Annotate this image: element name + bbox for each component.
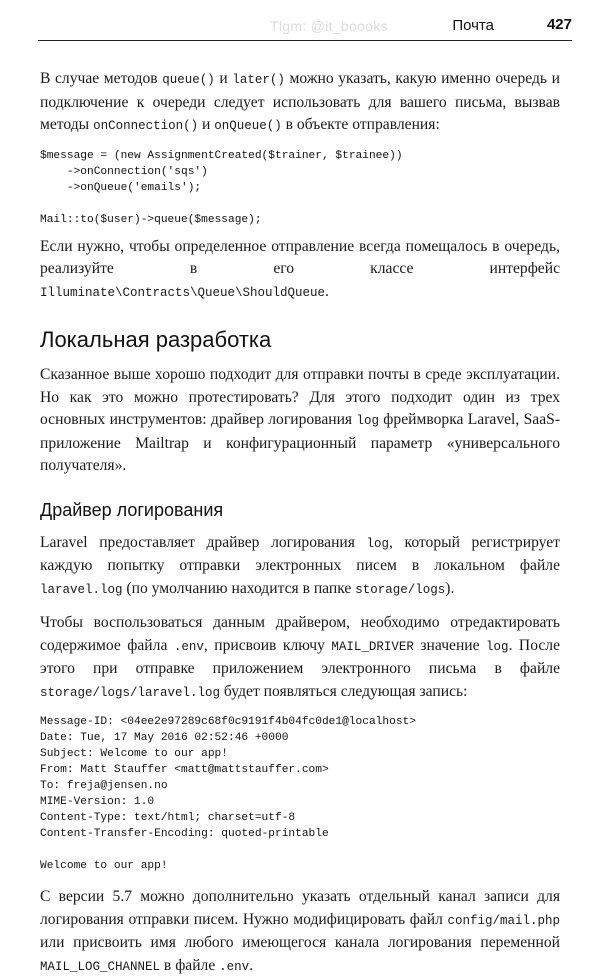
- code-line: MIME-Version: 1.0: [40, 796, 155, 808]
- inline-code: onConnection(): [93, 119, 199, 133]
- watermark-text: Tlgm: @it_boooks: [270, 18, 388, 34]
- code-line: ->onConnection('sqs'): [40, 165, 208, 178]
- text: в файле: [160, 956, 220, 974]
- inline-code: config/mail.php: [447, 913, 560, 928]
- code-line: From: Matt Stauffer <matt@mattstauffer.com>: [40, 764, 329, 776]
- code-line: ->onQueue('emails');: [40, 181, 202, 194]
- code-line: Message-ID: <04ee2e97289c68f0c9191f4b04fc0de1@localhost>: [40, 716, 416, 728]
- code-line: Mail::to($user)->queue($message);: [40, 213, 262, 226]
- paragraph-local-testing-tools: [40, 364, 560, 478]
- inline-code: .env: [173, 639, 204, 654]
- paragraph-mail-log-channel: [40, 886, 560, 978]
- inline-code: storage/logs/laravel.log: [40, 685, 221, 700]
- subsection-heading-log-driver: Драйвер логирования: [40, 499, 224, 520]
- inline-code: MAIL_LOG_CHANNEL: [40, 959, 161, 974]
- text: Если нужно, чтобы определенное отправление всегда помещалось в очередь, реализуйте в его классе интерфейс: [40, 237, 560, 277]
- code-line: Date: Tue, 17 May 2016 02:52:46 +0000: [40, 732, 289, 744]
- section-heading-local-development: Локальная разработка: [40, 327, 272, 352]
- text: , который регистрирует каждую попытку отправки электронных писем в локальном файле: [40, 533, 560, 574]
- code-line: Content-Type: text/html; charset=utf-8: [40, 812, 296, 824]
- paragraph-log-driver: [40, 532, 560, 602]
- text: Чтобы воспользоваться данным драйвером, необходимо отредактировать содержимое файла: [40, 614, 560, 654]
- code-line: To: freja@jensen.no: [40, 780, 168, 792]
- text: .: [249, 956, 254, 974]
- inline-code: log: [486, 639, 509, 654]
- paragraph-env-config: [40, 612, 560, 704]
- page-number: 427: [546, 16, 572, 33]
- text: ).: [445, 579, 455, 597]
- text: С версии 5.7 можно дополнительно указать отдельный канал записи для логирования отправки писем. Нужно модифицировать файл: [40, 888, 560, 928]
- text: значение: [413, 636, 487, 654]
- text: фреймворка Laravel, SaaS-приложение Mailtrap и конфигурационный параметр «универсального получателя».: [40, 411, 561, 474]
- code-line: Welcome to our app!: [40, 860, 168, 872]
- inline-code: queue(): [162, 73, 215, 87]
- text: Сказанное выше хорошо подходит для отправки почты в среде эксплуатации. Но как это можно протестировать? Для этого подходит один из трех основных инструментов: драйвер логирования: [40, 366, 560, 428]
- text: можно указать, какую именно очередь и подключение к очереди следует использовать для вашего письма, вызвав методы: [40, 70, 560, 133]
- running-title: Почта: [452, 17, 494, 34]
- text: (по умолчанию находится в папке: [122, 579, 356, 597]
- inline-code: .env: [219, 959, 250, 974]
- text: или присвоить имя любого имеющегося канала логирования переменной: [40, 934, 560, 951]
- text: и: [214, 70, 233, 87]
- inline-code: laravel.log: [40, 582, 123, 597]
- inline-code: log: [356, 414, 379, 428]
- code-block-queue: [40, 148, 560, 228]
- code-line: Content-Transfer-Encoding: quoted-printable: [40, 828, 329, 840]
- code-block-log-entry: [40, 714, 560, 874]
- text: . После этого при отправке приложением электронного письма в файле: [40, 636, 561, 677]
- text: и: [198, 116, 215, 133]
- page-header: [38, 14, 572, 41]
- paragraph-should-queue: [40, 236, 560, 305]
- inline-code: onQueue(): [214, 119, 282, 133]
- text: .: [325, 282, 329, 300]
- inline-code: MAIL_DRIVER: [331, 639, 414, 654]
- inline-code: log: [366, 536, 390, 551]
- text: Laravel предоставляет драйвер логирования: [40, 533, 367, 551]
- paragraph-queue-methods: [40, 68, 560, 138]
- code-line: $message = (new AssignmentCreated($trainer, $trainee)): [40, 149, 403, 162]
- page-content: [40, 68, 560, 978]
- inline-code: Illuminate\Contracts\Queue\ShouldQueue: [40, 285, 326, 300]
- code-line: Subject: Welcome to our app!: [40, 748, 228, 760]
- text: будет появляться следующая запись:: [220, 682, 468, 700]
- inline-code: later(): [232, 73, 285, 87]
- text: в объекте отправления:: [281, 116, 440, 133]
- inline-code: storage/logs: [355, 582, 446, 597]
- text: , присвоив ключу: [203, 636, 332, 654]
- text: В случае методов: [40, 70, 163, 87]
